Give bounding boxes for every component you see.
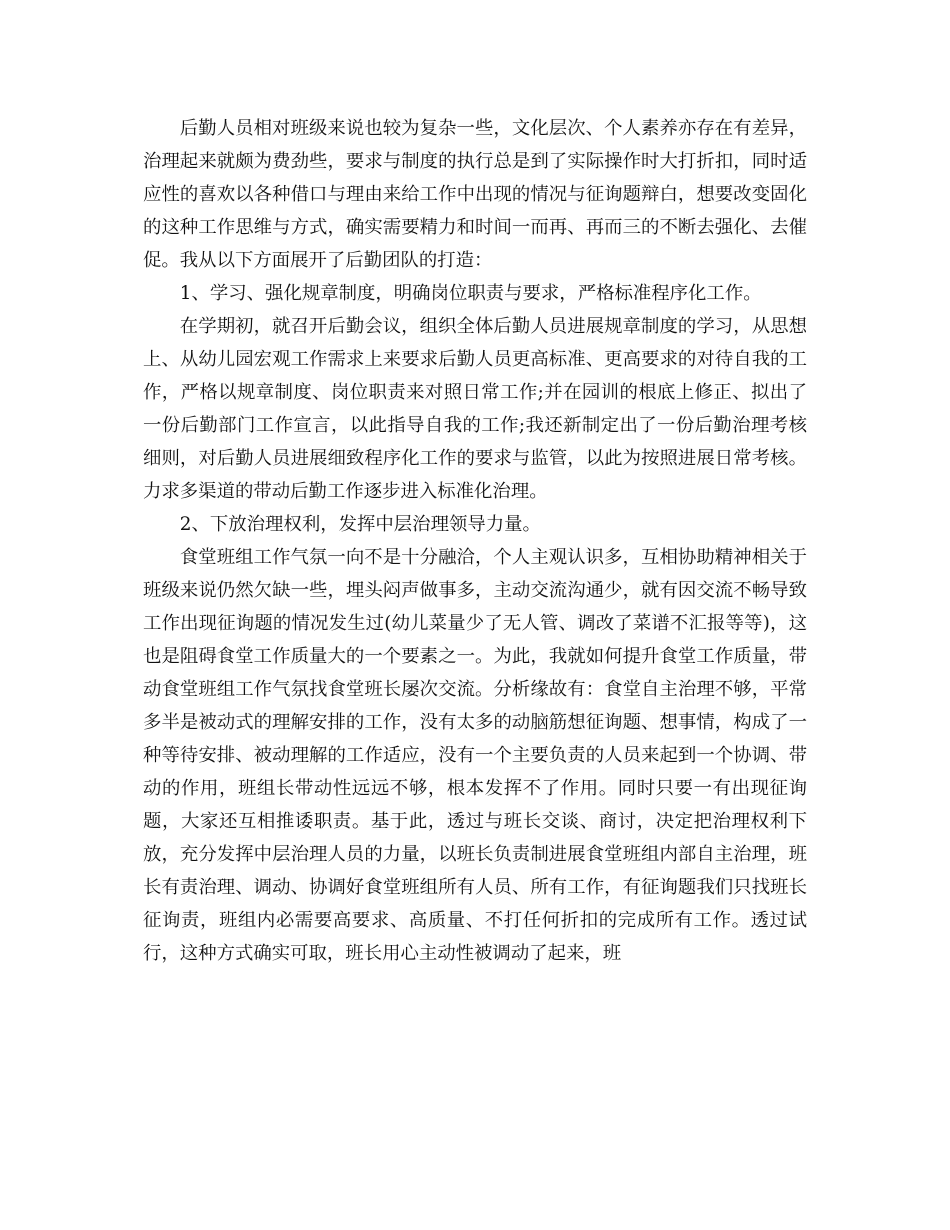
paragraph-intro: 后勤人员相对班级来说也较为复杂一些，文化层次、个人素养亦存在有差异，治理起来就颇为费劲些，要求与制度的执行总是到了实际操作时大打折扣，同时适应性的喜欢以各种借口与理由来给工作中出现的情况与征询题辩白，想要改变固化的这种工作思维与方式，确实需要精力和时间一而再、再而三的不断去强化、去催促。我从以下方面展开了后勤团队的打造： [143,118,807,271]
paragraph-rules-study: 在学期初，就召开后勤会议，组织全体后勤人员进展规章制度的学习，从思想上、从幼儿园宏观工作需求上来要求后勤人员更高标准、更高要求的对待自我的工作，严格以规章制度、岗位职责来对照日常工作;并在园训的根底上修正、拟出了一份后勤部门工作宣言，以此指导自我的工作;我还新制定出了一份后勤治理考核细则，对后勤人员进展细致程序化工作的要求与监管，以此为按照进展日常考核。力求多渠道的带动后勤工作逐步进入标准化治理。 [143,316,807,502]
paragraph-canteen-management: 食堂班组工作气氛一向不是十分融洽，个人主观认识多，互相协助精神相关于班级来说仍然欠缺一些，埋头闷声做事多，主动交流沟通少，就有因交流不畅导致工作出现征询题的情况发生过(幼儿菜量少了无人管、调改了菜谱不汇报等等)，这也是阻碍食堂工作质量大的一个要素之一。为此，我就如何提升食堂工作质量，带动食堂班组工作气氛找食堂班长屡次交流。分析缘故有：食堂自主治理不够，平常多半是被动式的理解安排的工作，没有太多的动脑筋想征询题、想事情，构成了一种等待安排、被动理解的工作适应，没有一个主要负责的人员来起到一个协调、带动的作用，班组长带动性远远不够，根本发挥不了作用。同时只要一有出现征询题，大家还互相推诿职责。基于此，透过与班长交谈、商讨，决定把治理权利下放，充分发挥中层治理人员的力量，以班长负责制进展食堂班组内部自主治理，班长有责治理、调动、协调好食堂班组所有人员、所有工作，有征询题我们只找班长征询责，班组内必需要高要求、高质量、不打任何折扣的完成所有工作。透过试行，这种方式确实可取，班长用心主动性被调动了起来，班 [143,547,807,964]
document-body [143,112,807,970]
section-heading-1: 1、学习、强化规章制度，明确岗位职责与要求，严格标准程序化工作。 [179,283,762,304]
section-heading-2: 2、下放治理权利，发挥中层治理领导力量。 [179,514,541,535]
